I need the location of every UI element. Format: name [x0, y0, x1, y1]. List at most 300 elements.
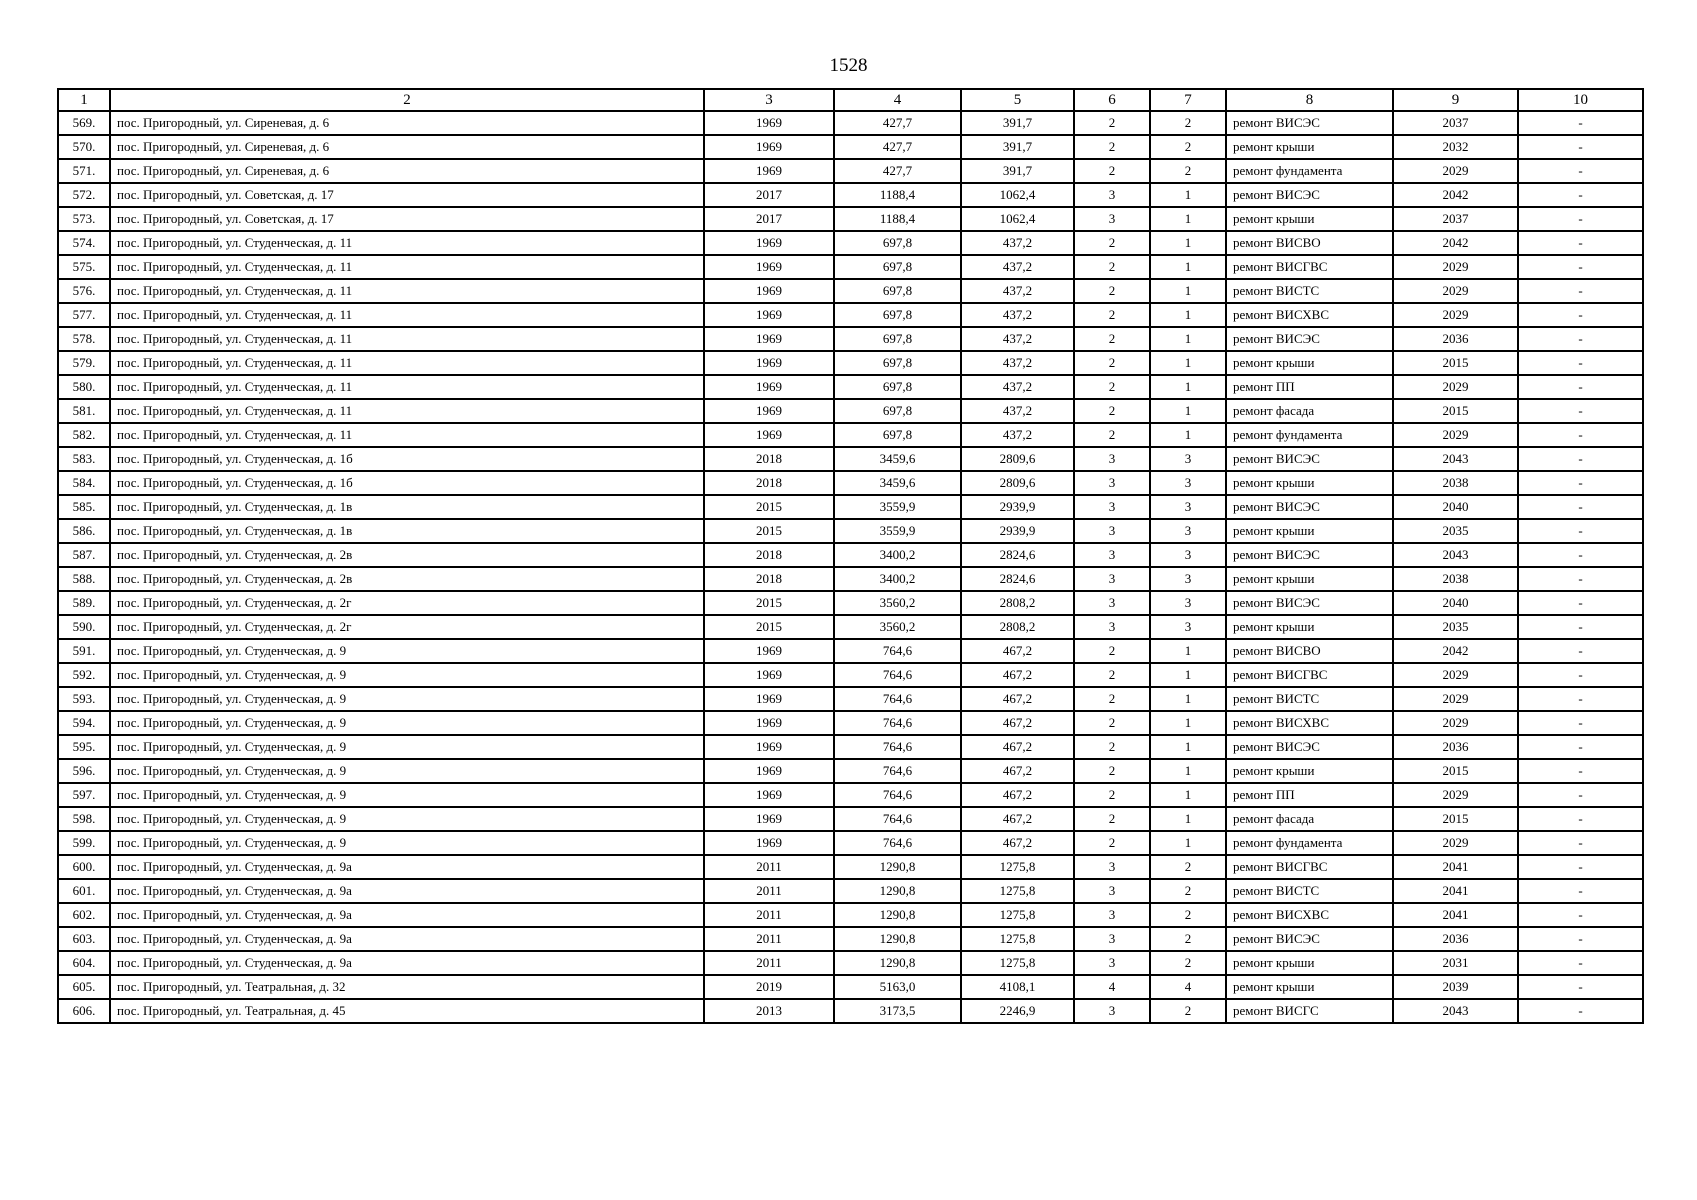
- cell-total-area: 764,6: [834, 663, 961, 687]
- cell-living-area: 2939,9: [961, 495, 1074, 519]
- cell-year-built: 1969: [704, 375, 834, 399]
- cell-note: -: [1518, 903, 1643, 927]
- cell-row-number: 592.: [58, 663, 110, 687]
- cell-entrances: 1: [1150, 423, 1226, 447]
- cell-year-built: 1969: [704, 711, 834, 735]
- cell-entrances: 2: [1150, 903, 1226, 927]
- cell-row-number: 593.: [58, 687, 110, 711]
- cell-floors: 2: [1074, 783, 1150, 807]
- cell-living-area: 437,2: [961, 255, 1074, 279]
- cell-living-area: 467,2: [961, 735, 1074, 759]
- cell-total-area: 1290,8: [834, 879, 961, 903]
- cell-year-built: 1969: [704, 303, 834, 327]
- cell-work-type: ремонт ВИСЭС: [1226, 447, 1393, 471]
- cell-total-area: 5163,0: [834, 975, 961, 999]
- cell-floors: 2: [1074, 639, 1150, 663]
- cell-living-area: 1275,8: [961, 855, 1074, 879]
- page-number: 1528: [829, 55, 868, 76]
- cell-floors: 2: [1074, 807, 1150, 831]
- cell-work-type: ремонт ВИСЭС: [1226, 735, 1393, 759]
- cell-living-area: 4108,1: [961, 975, 1074, 999]
- cell-planned-year: 2031: [1393, 951, 1518, 975]
- cell-year-built: 2018: [704, 471, 834, 495]
- cell-work-type: ремонт ВИСЭС: [1226, 543, 1393, 567]
- cell-note: -: [1518, 639, 1643, 663]
- cell-planned-year: 2032: [1393, 135, 1518, 159]
- cell-floors: 3: [1074, 567, 1150, 591]
- cell-year-built: 1969: [704, 111, 834, 135]
- cell-year-built: 2019: [704, 975, 834, 999]
- column-header-10: 10: [1518, 89, 1643, 111]
- cell-work-type: ремонт крыши: [1226, 615, 1393, 639]
- cell-planned-year: 2029: [1393, 783, 1518, 807]
- cell-entrances: 3: [1150, 591, 1226, 615]
- cell-planned-year: 2015: [1393, 759, 1518, 783]
- cell-note: -: [1518, 615, 1643, 639]
- cell-living-area: 437,2: [961, 351, 1074, 375]
- cell-total-area: 697,8: [834, 255, 961, 279]
- cell-year-built: 1969: [704, 351, 834, 375]
- cell-entrances: 2: [1150, 135, 1226, 159]
- cell-planned-year: 2041: [1393, 879, 1518, 903]
- table-row: [58, 783, 1643, 807]
- cell-living-area: 1275,8: [961, 951, 1074, 975]
- cell-work-type: ремонт ВИСГВС: [1226, 663, 1393, 687]
- cell-year-built: 2015: [704, 615, 834, 639]
- cell-row-number: 583.: [58, 447, 110, 471]
- cell-living-area: 437,2: [961, 231, 1074, 255]
- cell-entrances: 2: [1150, 111, 1226, 135]
- cell-work-type: ремонт фундамента: [1226, 423, 1393, 447]
- cell-address: пос. Пригородный, ул. Театральная, д. 45: [110, 999, 704, 1023]
- cell-living-area: 2809,6: [961, 471, 1074, 495]
- cell-year-built: 1969: [704, 687, 834, 711]
- cell-living-area: 391,7: [961, 159, 1074, 183]
- cell-entrances: 1: [1150, 687, 1226, 711]
- cell-floors: 2: [1074, 399, 1150, 423]
- cell-entrances: 1: [1150, 231, 1226, 255]
- cell-work-type: ремонт крыши: [1226, 951, 1393, 975]
- cell-address: пос. Пригородный, ул. Театральная, д. 32: [110, 975, 704, 999]
- table-row: [58, 831, 1643, 855]
- table-row: [58, 471, 1643, 495]
- cell-note: -: [1518, 231, 1643, 255]
- cell-floors: 2: [1074, 159, 1150, 183]
- cell-year-built: 2015: [704, 519, 834, 543]
- cell-work-type: ремонт крыши: [1226, 567, 1393, 591]
- cell-work-type: ремонт фундамента: [1226, 159, 1393, 183]
- cell-row-number: 587.: [58, 543, 110, 567]
- cell-note: -: [1518, 543, 1643, 567]
- table-row: [58, 399, 1643, 423]
- repair-schedule-table: [57, 88, 1644, 1024]
- cell-living-area: 467,2: [961, 639, 1074, 663]
- cell-entrances: 3: [1150, 495, 1226, 519]
- cell-planned-year: 2043: [1393, 543, 1518, 567]
- cell-note: -: [1518, 447, 1643, 471]
- cell-year-built: 2018: [704, 567, 834, 591]
- cell-entrances: 3: [1150, 543, 1226, 567]
- cell-living-area: 391,7: [961, 135, 1074, 159]
- cell-floors: 3: [1074, 543, 1150, 567]
- cell-planned-year: 2029: [1393, 711, 1518, 735]
- cell-total-area: 697,8: [834, 231, 961, 255]
- cell-floors: 3: [1074, 999, 1150, 1023]
- cell-note: -: [1518, 831, 1643, 855]
- table-row: [58, 135, 1643, 159]
- cell-planned-year: 2035: [1393, 519, 1518, 543]
- cell-address: пос. Пригородный, ул. Советская, д. 17: [110, 207, 704, 231]
- cell-living-area: 2824,6: [961, 543, 1074, 567]
- cell-note: -: [1518, 999, 1643, 1023]
- cell-entrances: 1: [1150, 279, 1226, 303]
- cell-total-area: 427,7: [834, 135, 961, 159]
- cell-note: -: [1518, 855, 1643, 879]
- cell-note: -: [1518, 423, 1643, 447]
- cell-entrances: 1: [1150, 255, 1226, 279]
- cell-floors: 3: [1074, 951, 1150, 975]
- table-row: [58, 951, 1643, 975]
- cell-entrances: 4: [1150, 975, 1226, 999]
- cell-row-number: 601.: [58, 879, 110, 903]
- cell-total-area: 764,6: [834, 639, 961, 663]
- column-header-2: 2: [110, 89, 704, 111]
- cell-year-built: 1969: [704, 399, 834, 423]
- table-row: [58, 663, 1643, 687]
- cell-entrances: 3: [1150, 519, 1226, 543]
- cell-total-area: 697,8: [834, 399, 961, 423]
- cell-address: пос. Пригородный, ул. Студенческая, д. 11: [110, 231, 704, 255]
- cell-planned-year: 2038: [1393, 567, 1518, 591]
- cell-note: -: [1518, 807, 1643, 831]
- table-row: [58, 543, 1643, 567]
- cell-note: -: [1518, 663, 1643, 687]
- cell-entrances: 3: [1150, 615, 1226, 639]
- cell-floors: 2: [1074, 759, 1150, 783]
- cell-entrances: 1: [1150, 183, 1226, 207]
- cell-work-type: ремонт ВИСХВС: [1226, 903, 1393, 927]
- cell-living-area: 467,2: [961, 807, 1074, 831]
- table-row: [58, 423, 1643, 447]
- header-row: [58, 89, 1643, 111]
- cell-work-type: ремонт ПП: [1226, 783, 1393, 807]
- cell-entrances: 1: [1150, 207, 1226, 231]
- cell-address: пос. Пригородный, ул. Студенческая, д. 9а: [110, 927, 704, 951]
- cell-note: -: [1518, 159, 1643, 183]
- cell-year-built: 2011: [704, 855, 834, 879]
- cell-entrances: 1: [1150, 783, 1226, 807]
- cell-address: пос. Пригородный, ул. Студенческая, д. 2г: [110, 591, 704, 615]
- cell-note: -: [1518, 303, 1643, 327]
- column-header-8: 8: [1226, 89, 1393, 111]
- cell-row-number: 572.: [58, 183, 110, 207]
- table-row: [58, 855, 1643, 879]
- cell-living-area: 2808,2: [961, 615, 1074, 639]
- cell-note: -: [1518, 279, 1643, 303]
- column-header-3: 3: [704, 89, 834, 111]
- cell-address: пос. Пригородный, ул. Студенческая, д. 9: [110, 783, 704, 807]
- cell-planned-year: 2042: [1393, 639, 1518, 663]
- cell-floors: 2: [1074, 375, 1150, 399]
- cell-total-area: 3400,2: [834, 543, 961, 567]
- table-row: [58, 711, 1643, 735]
- table-row: [58, 255, 1643, 279]
- table-row: [58, 639, 1643, 663]
- cell-floors: 2: [1074, 279, 1150, 303]
- cell-entrances: 1: [1150, 711, 1226, 735]
- cell-total-area: 427,7: [834, 111, 961, 135]
- cell-floors: 2: [1074, 303, 1150, 327]
- cell-living-area: 437,2: [961, 423, 1074, 447]
- cell-year-built: 1969: [704, 831, 834, 855]
- cell-row-number: 591.: [58, 639, 110, 663]
- cell-total-area: 1188,4: [834, 207, 961, 231]
- cell-floors: 3: [1074, 879, 1150, 903]
- cell-living-area: 467,2: [961, 687, 1074, 711]
- table-row: [58, 111, 1643, 135]
- cell-planned-year: 2015: [1393, 351, 1518, 375]
- table-row: [58, 927, 1643, 951]
- cell-living-area: 467,2: [961, 831, 1074, 855]
- cell-living-area: 467,2: [961, 663, 1074, 687]
- cell-total-area: 3459,6: [834, 447, 961, 471]
- cell-floors: 3: [1074, 183, 1150, 207]
- cell-work-type: ремонт ВИСХВС: [1226, 303, 1393, 327]
- cell-year-built: 2018: [704, 543, 834, 567]
- cell-row-number: 571.: [58, 159, 110, 183]
- cell-address: пос. Пригородный, ул. Студенческая, д. 2в: [110, 567, 704, 591]
- cell-living-area: 2809,6: [961, 447, 1074, 471]
- cell-note: -: [1518, 711, 1643, 735]
- cell-planned-year: 2040: [1393, 495, 1518, 519]
- cell-total-area: 764,6: [834, 831, 961, 855]
- cell-planned-year: 2015: [1393, 399, 1518, 423]
- cell-floors: 2: [1074, 255, 1150, 279]
- cell-address: пос. Пригородный, ул. Сиреневая, д. 6: [110, 159, 704, 183]
- cell-work-type: ремонт ВИСЭС: [1226, 495, 1393, 519]
- cell-address: пос. Пригородный, ул. Студенческая, д. 9: [110, 663, 704, 687]
- cell-year-built: 2015: [704, 591, 834, 615]
- table-row: [58, 207, 1643, 231]
- table-row: [58, 591, 1643, 615]
- cell-work-type: ремонт ВИСГВС: [1226, 855, 1393, 879]
- table-body: [58, 111, 1643, 1023]
- cell-address: пос. Пригородный, ул. Студенческая, д. 9а: [110, 903, 704, 927]
- cell-floors: 3: [1074, 471, 1150, 495]
- cell-row-number: 577.: [58, 303, 110, 327]
- table-row: [58, 975, 1643, 999]
- cell-floors: 2: [1074, 351, 1150, 375]
- cell-total-area: 697,8: [834, 303, 961, 327]
- cell-planned-year: 2041: [1393, 903, 1518, 927]
- cell-address: пос. Пригородный, ул. Студенческая, д. 9: [110, 711, 704, 735]
- cell-planned-year: 2029: [1393, 303, 1518, 327]
- cell-address: пос. Пригородный, ул. Студенческая, д. 1в: [110, 495, 704, 519]
- cell-year-built: 2013: [704, 999, 834, 1023]
- cell-entrances: 1: [1150, 303, 1226, 327]
- table-row: [58, 879, 1643, 903]
- cell-total-area: 3400,2: [834, 567, 961, 591]
- column-header-1: 1: [58, 89, 110, 111]
- cell-address: пос. Пригородный, ул. Студенческая, д. 1б: [110, 471, 704, 495]
- cell-total-area: 1290,8: [834, 951, 961, 975]
- cell-living-area: 2246,9: [961, 999, 1074, 1023]
- cell-note: -: [1518, 255, 1643, 279]
- cell-living-area: 467,2: [961, 783, 1074, 807]
- cell-address: пос. Пригородный, ул. Студенческая, д. 2в: [110, 543, 704, 567]
- cell-address: пос. Пригородный, ул. Студенческая, д. 11: [110, 399, 704, 423]
- cell-note: -: [1518, 687, 1643, 711]
- cell-work-type: ремонт ВИСЭС: [1226, 591, 1393, 615]
- cell-work-type: ремонт ВИСВО: [1226, 639, 1393, 663]
- cell-total-area: 3559,9: [834, 519, 961, 543]
- cell-living-area: 437,2: [961, 375, 1074, 399]
- cell-year-built: 2017: [704, 183, 834, 207]
- cell-work-type: ремонт ПП: [1226, 375, 1393, 399]
- cell-floors: 2: [1074, 831, 1150, 855]
- cell-row-number: 604.: [58, 951, 110, 975]
- cell-entrances: 1: [1150, 807, 1226, 831]
- cell-note: -: [1518, 951, 1643, 975]
- table-row: [58, 495, 1643, 519]
- cell-year-built: 2017: [704, 207, 834, 231]
- cell-entrances: 2: [1150, 879, 1226, 903]
- cell-note: -: [1518, 735, 1643, 759]
- cell-living-area: 391,7: [961, 111, 1074, 135]
- table-row: [58, 807, 1643, 831]
- cell-floors: 2: [1074, 231, 1150, 255]
- cell-entrances: 1: [1150, 759, 1226, 783]
- cell-year-built: 2011: [704, 927, 834, 951]
- cell-total-area: 764,6: [834, 807, 961, 831]
- cell-planned-year: 2015: [1393, 807, 1518, 831]
- cell-floors: 4: [1074, 975, 1150, 999]
- cell-entrances: 2: [1150, 159, 1226, 183]
- cell-entrances: 1: [1150, 663, 1226, 687]
- table-row: [58, 183, 1643, 207]
- cell-row-number: 573.: [58, 207, 110, 231]
- cell-work-type: ремонт ВИСЭС: [1226, 927, 1393, 951]
- cell-total-area: 3560,2: [834, 615, 961, 639]
- cell-floors: 2: [1074, 111, 1150, 135]
- table-row: [58, 759, 1643, 783]
- cell-row-number: 599.: [58, 831, 110, 855]
- column-header-6: 6: [1074, 89, 1150, 111]
- cell-planned-year: 2029: [1393, 663, 1518, 687]
- cell-address: пос. Пригородный, ул. Студенческая, д. 9: [110, 687, 704, 711]
- cell-note: -: [1518, 111, 1643, 135]
- cell-living-area: 1275,8: [961, 903, 1074, 927]
- cell-note: -: [1518, 207, 1643, 231]
- cell-floors: 2: [1074, 327, 1150, 351]
- column-header-4: 4: [834, 89, 961, 111]
- cell-entrances: 1: [1150, 831, 1226, 855]
- cell-floors: 3: [1074, 207, 1150, 231]
- cell-year-built: 1969: [704, 135, 834, 159]
- cell-living-area: 1275,8: [961, 927, 1074, 951]
- cell-planned-year: 2029: [1393, 831, 1518, 855]
- cell-total-area: 1290,8: [834, 855, 961, 879]
- cell-address: пос. Пригородный, ул. Сиреневая, д. 6: [110, 135, 704, 159]
- cell-address: пос. Пригородный, ул. Студенческая, д. 11: [110, 375, 704, 399]
- cell-total-area: 427,7: [834, 159, 961, 183]
- cell-row-number: 588.: [58, 567, 110, 591]
- cell-floors: 3: [1074, 591, 1150, 615]
- cell-work-type: ремонт крыши: [1226, 207, 1393, 231]
- cell-year-built: 1969: [704, 759, 834, 783]
- cell-address: пос. Пригородный, ул. Советская, д. 17: [110, 183, 704, 207]
- cell-entrances: 2: [1150, 927, 1226, 951]
- cell-work-type: ремонт ВИСХВС: [1226, 711, 1393, 735]
- cell-row-number: 580.: [58, 375, 110, 399]
- cell-address: пос. Пригородный, ул. Студенческая, д. 11: [110, 327, 704, 351]
- cell-work-type: ремонт крыши: [1226, 519, 1393, 543]
- table-row: [58, 279, 1643, 303]
- cell-entrances: 3: [1150, 447, 1226, 471]
- cell-year-built: 2011: [704, 951, 834, 975]
- cell-year-built: 1969: [704, 159, 834, 183]
- cell-living-area: 2939,9: [961, 519, 1074, 543]
- cell-note: -: [1518, 879, 1643, 903]
- cell-row-number: 581.: [58, 399, 110, 423]
- cell-year-built: 1969: [704, 255, 834, 279]
- cell-planned-year: 2038: [1393, 471, 1518, 495]
- cell-row-number: 605.: [58, 975, 110, 999]
- cell-year-built: 2018: [704, 447, 834, 471]
- cell-entrances: 2: [1150, 951, 1226, 975]
- cell-planned-year: 2040: [1393, 591, 1518, 615]
- cell-living-area: 1275,8: [961, 879, 1074, 903]
- table-row: [58, 999, 1643, 1023]
- cell-row-number: 597.: [58, 783, 110, 807]
- cell-row-number: 576.: [58, 279, 110, 303]
- cell-address: пос. Пригородный, ул. Студенческая, д. 9а: [110, 951, 704, 975]
- cell-living-area: 437,2: [961, 399, 1074, 423]
- cell-entrances: 1: [1150, 327, 1226, 351]
- cell-work-type: ремонт ВИСЭС: [1226, 111, 1393, 135]
- cell-total-area: 3459,6: [834, 471, 961, 495]
- table-row: [58, 351, 1643, 375]
- cell-work-type: ремонт крыши: [1226, 135, 1393, 159]
- cell-address: пос. Пригородный, ул. Студенческая, д. 2г: [110, 615, 704, 639]
- cell-year-built: 1969: [704, 783, 834, 807]
- table-row: [58, 615, 1643, 639]
- cell-note: -: [1518, 927, 1643, 951]
- cell-total-area: 764,6: [834, 711, 961, 735]
- cell-year-built: 1969: [704, 279, 834, 303]
- cell-row-number: 579.: [58, 351, 110, 375]
- cell-planned-year: 2035: [1393, 615, 1518, 639]
- cell-work-type: ремонт ВИСГС: [1226, 999, 1393, 1023]
- cell-planned-year: 2029: [1393, 255, 1518, 279]
- cell-total-area: 764,6: [834, 759, 961, 783]
- cell-row-number: 596.: [58, 759, 110, 783]
- cell-planned-year: 2043: [1393, 447, 1518, 471]
- cell-row-number: 582.: [58, 423, 110, 447]
- table-row: [58, 903, 1643, 927]
- table-row: [58, 231, 1643, 255]
- cell-planned-year: 2041: [1393, 855, 1518, 879]
- cell-year-built: 1969: [704, 639, 834, 663]
- cell-row-number: 595.: [58, 735, 110, 759]
- cell-row-number: 575.: [58, 255, 110, 279]
- cell-note: -: [1518, 471, 1643, 495]
- cell-floors: 2: [1074, 135, 1150, 159]
- cell-living-area: 467,2: [961, 711, 1074, 735]
- cell-total-area: 3560,2: [834, 591, 961, 615]
- cell-year-built: 2011: [704, 879, 834, 903]
- cell-note: -: [1518, 135, 1643, 159]
